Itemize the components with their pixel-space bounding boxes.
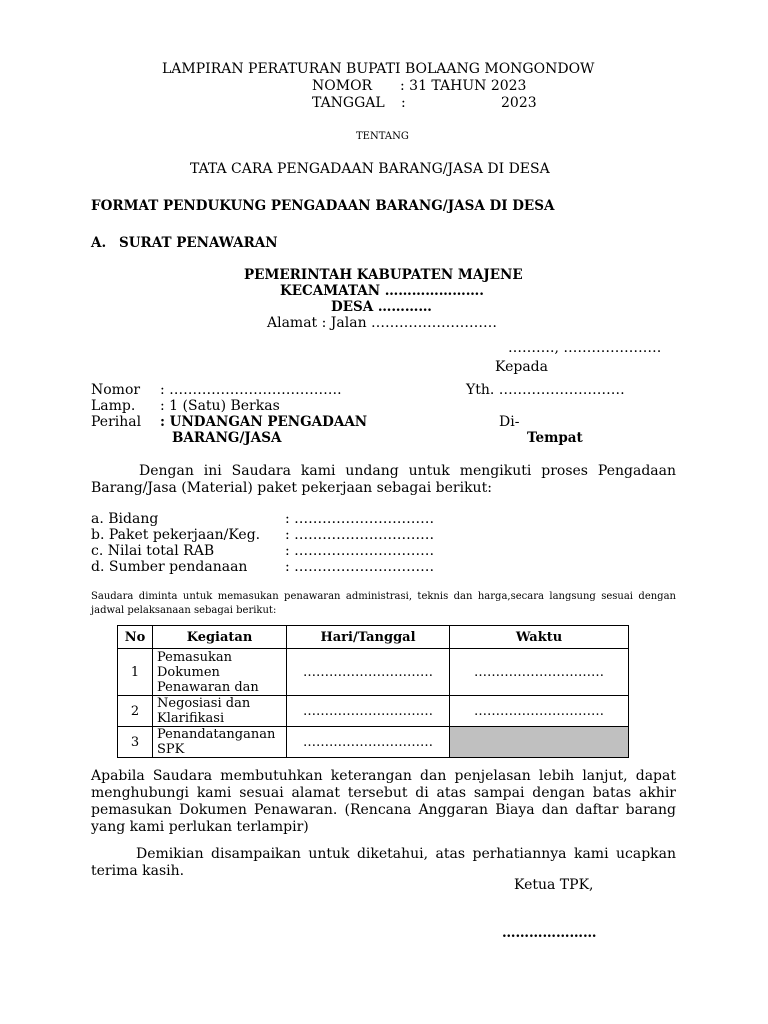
column-header: Hari/Tanggal	[287, 626, 450, 649]
nomor-value: : 31 TAHUN 2023	[400, 78, 527, 94]
column-header: No	[118, 626, 153, 649]
table-row	[118, 727, 629, 758]
closing-paragraph: Demikian disampaikan untuk diketahui, atas perhatiannya kami ucapkan terima kasih.	[91, 846, 676, 879]
letterhead-desa: DESA …………	[331, 299, 432, 315]
item-value: : …………………………	[285, 527, 435, 543]
kepada-label: Kepada	[495, 359, 548, 375]
meta-nomor-label: Nomor	[91, 382, 141, 398]
item-label: c. Nilai total RAB	[91, 543, 215, 559]
item-label: a. Bidang	[91, 511, 159, 527]
schedule-note: Saudara diminta untuk memasukan penawaran administrasi, teknis dan harga,secara langsung sesuai dengan jadwal pelaksanaan sebagai berikut:	[91, 591, 676, 616]
tanggal-colon: :	[401, 95, 406, 111]
signature-name: …………………	[502, 925, 597, 941]
column-header: Waktu	[450, 626, 629, 649]
row-waktu: …………………………	[450, 649, 629, 696]
schedule-table	[117, 625, 629, 758]
info-paragraph: Apabila Saudara membutuhkan keterangan dan penjelasan lebih lanjut, dapat menghubungi kami sesuai alamat tersebut di atas sampai dengan batas akhir pemasukan Dokumen Penawaran. (Rencana Anggaran Biaya dan daftar barang yang kami perlukan terlampir)	[91, 768, 676, 835]
row-hari: …………………………	[287, 696, 450, 727]
row-no: 3	[118, 727, 153, 758]
meta-lamp-value: : 1 (Satu) Berkas	[160, 398, 280, 414]
meta-lamp-label: Lamp.	[91, 398, 136, 414]
row-waktu: …………………………	[450, 696, 629, 727]
intro-paragraph: Dengan ini Saudara kami undang untuk mengikuti proses Pengadaan Barang/Jasa (Material) paket pekerjaan sebagai berikut:	[91, 463, 676, 496]
row-no: 1	[118, 649, 153, 696]
tentang-label: TENTANG	[356, 131, 409, 142]
item-value: : …………………………	[285, 543, 435, 559]
recipient-yth: Yth. ………………………	[466, 382, 625, 398]
format-title: FORMAT PENDUKUNG PENGADAAN BARANG/JASA DI DESA	[91, 198, 555, 214]
row-waktu-shaded	[450, 727, 629, 758]
meta-perihal-label: Perihal	[91, 414, 142, 430]
item-label: b. Paket pekerjaan/Keg.	[91, 527, 261, 543]
row-kegiatan: Penandatanganan SPK	[153, 727, 287, 758]
row-hari: …………………………	[287, 727, 450, 758]
table-header-row	[118, 626, 629, 649]
row-kegiatan: Negosiasi dan Klarifikasi	[153, 696, 287, 727]
recipient-di: Di-	[499, 414, 520, 430]
table-row	[118, 696, 629, 727]
letterhead-address: Alamat : Jalan ………………………	[267, 315, 498, 331]
nomor-label: NOMOR	[312, 78, 373, 94]
recipient-tempat: Tempat	[527, 430, 583, 446]
item-value: : …………………………	[285, 511, 435, 527]
letterhead-government: PEMERINTAH KABUPATEN MAJENE	[244, 267, 523, 283]
tanggal-label: TANGGAL	[312, 95, 385, 111]
section-title: SURAT PENAWARAN	[119, 235, 278, 251]
letterhead-kecamatan: KECAMATAN ………………….	[280, 283, 484, 299]
meta-perihal-value-2: BARANG/JASA	[172, 430, 282, 446]
row-kegiatan: Pemasukan Dokumen Penawaran dan	[153, 649, 287, 696]
table-row	[118, 649, 629, 696]
section-letter: A.	[91, 235, 107, 251]
tanggal-value: 2023	[501, 95, 537, 111]
item-label: d. Sumber pendanaan	[91, 559, 248, 575]
meta-perihal-value-1: : UNDANGAN PENGADAAN	[160, 414, 368, 430]
row-no: 2	[118, 696, 153, 727]
row-hari: …………………………	[287, 649, 450, 696]
meta-nomor-value: : ……………………………….	[160, 382, 342, 398]
signature-title: Ketua TPK,	[514, 877, 594, 893]
item-value: : …………………………	[285, 559, 435, 575]
date-place: ………., …………………	[508, 340, 662, 356]
regulation-subject: TATA CARA PENGADAAN BARANG/JASA DI DESA	[190, 161, 550, 177]
attachment-title: LAMPIRAN PERATURAN BUPATI BOLAANG MONGONDOW	[162, 61, 595, 77]
column-header: Kegiatan	[153, 626, 287, 649]
